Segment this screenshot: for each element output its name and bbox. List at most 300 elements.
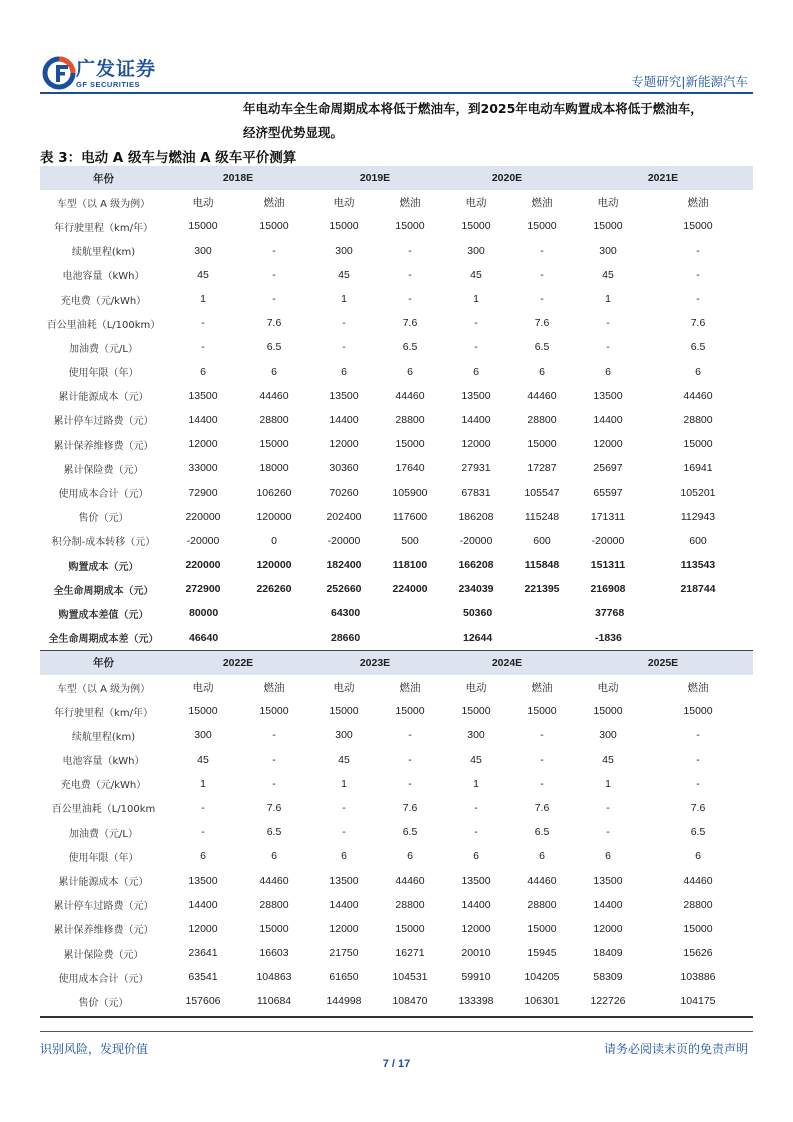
- table-cell: 67831: [461, 486, 491, 499]
- table-cell: 216908: [590, 583, 626, 596]
- row-label: 使用成本合计（元）: [58, 489, 149, 501]
- table-cell: 45: [470, 753, 482, 766]
- table-cell: 7.6: [266, 801, 282, 814]
- table-row: [40, 384, 753, 408]
- table-cell: 300: [599, 729, 617, 742]
- row-label: 累计能源成本（元）: [58, 392, 149, 404]
- table-cell: 14400: [461, 898, 491, 911]
- table-cell: 70260: [329, 486, 359, 499]
- table-cell: -: [408, 777, 412, 790]
- year-header-cell: 2019E: [309, 166, 441, 190]
- table-cell: 电动: [465, 681, 487, 694]
- table-cell: 12000: [329, 438, 359, 451]
- table-cell: 6: [605, 365, 611, 378]
- table-cell: -: [696, 777, 700, 790]
- table-cell: 15000: [683, 705, 713, 718]
- diff-cell: -1836: [573, 626, 753, 651]
- table-cell: 1: [605, 293, 611, 306]
- table-cell: -: [342, 801, 346, 814]
- row-label: 充电费（元/kWh）: [60, 780, 147, 792]
- table-cell: 72900: [188, 486, 218, 499]
- table-cell: 1: [200, 293, 206, 306]
- table-cell: 15000: [188, 705, 218, 718]
- row-label: 使用年限（年）: [68, 852, 139, 864]
- table-cell: 44460: [395, 874, 425, 887]
- table-cell: 220000: [185, 559, 221, 572]
- table-cell: -: [696, 753, 700, 766]
- table-cell: 13500: [461, 389, 491, 402]
- table-cell: 115848: [524, 559, 560, 572]
- row-label: 车型（以 A 级为例）: [56, 198, 151, 210]
- table-cell: 6: [539, 850, 545, 863]
- table-row: [40, 796, 753, 820]
- table-cell: 61650: [329, 971, 359, 984]
- table-row: [40, 408, 753, 432]
- table-cell: 12000: [461, 922, 491, 935]
- table-cell: 28800: [683, 413, 713, 426]
- table-row: [40, 699, 753, 723]
- table-cell: 27931: [461, 462, 491, 475]
- table-cell: 23641: [188, 947, 218, 960]
- table-cell: 燃油: [399, 681, 421, 694]
- table-cell: 15000: [461, 705, 491, 718]
- table-cell: 7.6: [266, 317, 282, 330]
- table-cell: 6: [271, 850, 277, 863]
- table-cell: 120000: [256, 510, 292, 523]
- table-row: [40, 529, 753, 553]
- table-row: [40, 989, 753, 1013]
- table-cell: -: [474, 801, 478, 814]
- table-cell: 600: [689, 534, 707, 547]
- diff-cell: 46640: [167, 626, 309, 651]
- table-cell: 15000: [395, 922, 425, 935]
- table-cell: 186208: [458, 510, 494, 523]
- table-cell: 燃油: [263, 196, 285, 209]
- table-cell: 14400: [188, 898, 218, 911]
- table-cell: 燃油: [531, 196, 553, 209]
- table-cell: -: [408, 753, 412, 766]
- table-cell: -: [272, 293, 276, 306]
- table-cell: 13500: [329, 874, 359, 887]
- table-cell: 电动: [192, 681, 214, 694]
- table-cell: 16941: [683, 462, 713, 475]
- table-row: [40, 263, 753, 287]
- row-label: 全生命周期成本（元）: [53, 585, 154, 597]
- row-label: 年行驶里程（km/年）: [54, 222, 153, 234]
- table-cell: 44460: [527, 874, 557, 887]
- price-parity-table: [40, 166, 753, 1014]
- table-cell: -: [474, 341, 478, 354]
- table-row: [40, 723, 753, 747]
- table-cell: 6: [605, 850, 611, 863]
- table-row: [40, 577, 753, 601]
- table-cell: 15000: [527, 922, 557, 935]
- table-cell: 电动: [333, 196, 355, 209]
- table-row: [40, 772, 753, 796]
- table-cell: 18000: [259, 462, 289, 475]
- table-cell: 15000: [461, 220, 491, 233]
- year-header-row: [40, 650, 753, 675]
- diff-row: [40, 626, 753, 651]
- table-cell: 6: [473, 365, 479, 378]
- table-cell: -: [540, 753, 544, 766]
- table-cell: 166208: [458, 559, 494, 572]
- table-cell: 燃油: [263, 681, 285, 694]
- table-cell: 300: [467, 244, 485, 257]
- table-row: [40, 505, 753, 529]
- table-cell: 252660: [326, 583, 362, 596]
- diff-cell: 12644: [441, 626, 573, 651]
- table-row: [40, 868, 753, 892]
- row-label: 电池容量（kWh）: [62, 271, 145, 283]
- table-cell: 15000: [527, 705, 557, 718]
- table-cell: 300: [335, 244, 353, 257]
- table-cell: -: [272, 753, 276, 766]
- table-cell: 6: [539, 365, 545, 378]
- table-cell: 13500: [593, 389, 623, 402]
- diff-cell: 28660: [309, 626, 441, 651]
- row-label: 加油费（元/L）: [69, 343, 138, 355]
- table-cell: 105201: [680, 486, 716, 499]
- diff-cell: 64300: [331, 607, 361, 620]
- table-cell: 120000: [256, 559, 292, 572]
- table-cell: -: [540, 729, 544, 742]
- table-cell: -: [408, 244, 412, 257]
- table-cell: 110684: [256, 995, 292, 1008]
- table-cell: -: [606, 826, 610, 839]
- table-cell: 15000: [329, 220, 359, 233]
- table-cell: -: [408, 293, 412, 306]
- table-cell: 15945: [527, 947, 557, 960]
- table-cell: 221395: [524, 583, 560, 596]
- table-cell: 14400: [461, 413, 491, 426]
- table-row: [40, 311, 753, 335]
- table-cell: 15000: [683, 922, 713, 935]
- table-cell: 14400: [329, 413, 359, 426]
- table-cell: 202400: [326, 510, 362, 523]
- table-cell: 1: [200, 777, 206, 790]
- table-cell: 151311: [590, 559, 626, 572]
- table-cell: -: [408, 729, 412, 742]
- table-cell: 108470: [392, 995, 428, 1008]
- table-cell: 6: [407, 850, 413, 863]
- row-label: 续航里程(km): [71, 247, 136, 259]
- table-cell: 105900: [392, 486, 428, 499]
- table-cell: 燃油: [687, 681, 709, 694]
- table-cell: -: [201, 317, 205, 330]
- table-cell: 28800: [259, 898, 289, 911]
- table-cell: -: [606, 801, 610, 814]
- row-label: 百公里油耗（L/100km: [51, 804, 156, 816]
- table-cell: 234039: [458, 583, 494, 596]
- table-cell: 1: [473, 293, 479, 306]
- intro-line-2: 经济型优势显现。: [243, 125, 344, 140]
- table-cell: 6: [341, 365, 347, 378]
- table-cell: 106260: [256, 486, 292, 499]
- table-cell: 15000: [683, 220, 713, 233]
- row-label: 购置成本（元）: [68, 561, 139, 573]
- table-row: [40, 965, 753, 989]
- table-row: [40, 893, 753, 917]
- row-label: 加油费（元/L）: [69, 828, 138, 840]
- table-cell: 16603: [259, 947, 289, 960]
- table-row: [40, 239, 753, 263]
- table-cell: 17640: [395, 462, 425, 475]
- table-cell: 18409: [593, 947, 623, 960]
- table-cell: 7.6: [534, 317, 550, 330]
- table-cell: 105547: [524, 486, 560, 499]
- table-cell: 28800: [683, 898, 713, 911]
- table-cell: 6: [271, 365, 277, 378]
- table-cell: 6.5: [534, 826, 550, 839]
- row-label: 使用成本合计（元）: [58, 973, 149, 985]
- table-cell: 7.6: [402, 317, 418, 330]
- table-row: [40, 287, 753, 311]
- table-cell: 15626: [683, 947, 713, 960]
- table-cell: 115248: [524, 510, 560, 523]
- table-cell: 157606: [185, 995, 221, 1008]
- report-category: 专题研究|新能源汽车: [631, 74, 748, 89]
- row-label: 电池容量（kWh）: [62, 756, 145, 768]
- diff-row-label: 购置成本差值（元）: [58, 609, 149, 621]
- table-row: [40, 335, 753, 359]
- table-cell: -: [540, 268, 544, 281]
- table-cell: 15000: [593, 705, 623, 718]
- table-cell: 106301: [524, 995, 560, 1008]
- table-cell: -: [540, 293, 544, 306]
- table-cell: -: [342, 341, 346, 354]
- table-title: 表 3：电动 A 级车与燃油 A 级车平价测算: [40, 150, 297, 166]
- diff-cell: 50360: [463, 607, 493, 620]
- table-cell: 15000: [395, 705, 425, 718]
- table-cell: 12000: [593, 438, 623, 451]
- table-cell: 122726: [590, 995, 626, 1008]
- table-cell: 1: [341, 293, 347, 306]
- table-cell: -: [696, 268, 700, 281]
- table-cell: 6.5: [266, 341, 282, 354]
- table-row: [40, 214, 753, 238]
- row-label: 累计保养维修费（元）: [53, 925, 154, 937]
- table-cell: 燃油: [687, 196, 709, 209]
- table-cell: -: [474, 826, 478, 839]
- table-cell: 63541: [188, 971, 218, 984]
- table-cell: 7.6: [534, 801, 550, 814]
- row-label: 充电费（元/kWh）: [60, 295, 147, 307]
- table-cell: 1: [341, 777, 347, 790]
- year-header-cell: 2024E: [441, 650, 573, 675]
- table-cell: 103886: [680, 971, 716, 984]
- table-cell: 44460: [259, 874, 289, 887]
- diff-cell: 37768: [595, 607, 625, 620]
- table-cell: 7.6: [690, 801, 706, 814]
- table-cell: 12000: [188, 922, 218, 935]
- table-cell: 电动: [597, 196, 619, 209]
- table-cell: 500: [401, 534, 419, 547]
- table-cell: 104863: [256, 971, 292, 984]
- table-cell: 14400: [329, 898, 359, 911]
- row-label: 续航里程(km): [71, 731, 136, 743]
- year-header-label: 年份: [40, 650, 167, 675]
- table-cell: 220000: [185, 510, 221, 523]
- table-cell: 13500: [593, 874, 623, 887]
- table-cell: 118100: [392, 559, 428, 572]
- row-label: 车型（以 A 级为例）: [56, 683, 151, 695]
- table-cell: 6.5: [690, 826, 706, 839]
- table-cell: 45: [338, 268, 350, 281]
- table-row: [40, 941, 753, 965]
- diff-cell: 80000: [189, 607, 219, 620]
- table-cell: 45: [602, 268, 614, 281]
- table-row: [40, 190, 753, 214]
- table-cell: 16271: [395, 947, 425, 960]
- table-cell: 燃油: [531, 681, 553, 694]
- table-cell: 44460: [683, 874, 713, 887]
- table-cell: 104531: [392, 971, 428, 984]
- table-cell: 14400: [593, 413, 623, 426]
- row-label: 累计停车过路费（元）: [53, 901, 154, 913]
- header-divider: [40, 92, 753, 94]
- table-bottom-rule: [40, 1016, 753, 1018]
- table-cell: -: [201, 341, 205, 354]
- table-cell: 6.5: [402, 341, 418, 354]
- row-label: 累计停车过路费（元）: [53, 416, 154, 428]
- table-cell: 12000: [188, 438, 218, 451]
- table-cell: 1: [473, 777, 479, 790]
- table-cell: 6: [200, 365, 206, 378]
- table-cell: 59910: [461, 971, 491, 984]
- row-label: 累计保险费（元）: [63, 949, 144, 961]
- footer-disclaimer: 请务必阅读末页的免责声明: [603, 1042, 748, 1056]
- table-row: [40, 820, 753, 844]
- table-cell: -: [474, 317, 478, 330]
- table-row: [40, 675, 753, 699]
- table-cell: 45: [470, 268, 482, 281]
- page-number: 7 / 17: [382, 1058, 411, 1070]
- table-row: [40, 456, 753, 480]
- table-cell: 65597: [593, 486, 623, 499]
- table-cell: 28800: [259, 413, 289, 426]
- table-cell: 6: [200, 850, 206, 863]
- table-cell: -: [606, 341, 610, 354]
- table-cell: 133398: [458, 995, 494, 1008]
- table-cell: -: [342, 317, 346, 330]
- table-cell: 15000: [259, 922, 289, 935]
- table-cell: -: [201, 801, 205, 814]
- row-label: 年行驶里程（km/年）: [54, 707, 153, 719]
- table-cell: 226260: [256, 583, 292, 596]
- intro-line-1: 年电动车全生命周期成本将低于燃油车，到2025年电动车购置成本将低于燃油车，: [243, 101, 703, 116]
- table-cell: 44460: [527, 389, 557, 402]
- table-cell: -: [606, 317, 610, 330]
- table-cell: 7.6: [690, 317, 706, 330]
- row-label: 使用年限（年）: [68, 368, 139, 380]
- diff-row-label: 全生命周期成本差（元）: [40, 626, 167, 651]
- table-body: [40, 166, 753, 1014]
- table-cell: 15000: [527, 438, 557, 451]
- table-cell: -: [408, 268, 412, 281]
- table-cell: 15000: [593, 220, 623, 233]
- table-cell: 15000: [259, 220, 289, 233]
- table-cell: 13500: [188, 874, 218, 887]
- table-cell: 45: [197, 268, 209, 281]
- table-cell: -: [342, 826, 346, 839]
- logo-text-en: GF SECURITIES: [76, 80, 141, 89]
- table-cell: 45: [338, 753, 350, 766]
- table-cell: 6.5: [534, 341, 550, 354]
- table-cell: 113543: [680, 559, 716, 572]
- table-cell: 电动: [465, 196, 487, 209]
- table-cell: 224000: [392, 583, 428, 596]
- table-cell: -: [272, 268, 276, 281]
- table-cell: 7.6: [402, 801, 418, 814]
- table-cell: 28800: [527, 413, 557, 426]
- table-cell: -: [272, 244, 276, 257]
- table-cell: 13500: [461, 874, 491, 887]
- year-header-cell: 2018E: [167, 166, 309, 190]
- table-cell: 44460: [683, 389, 713, 402]
- table-cell: 电动: [597, 681, 619, 694]
- table-cell: 300: [467, 729, 485, 742]
- table-cell: 45: [602, 753, 614, 766]
- table-cell: -: [540, 244, 544, 257]
- table-row: [40, 432, 753, 456]
- table-cell: 13500: [188, 389, 218, 402]
- table-cell: 1: [605, 777, 611, 790]
- table-cell: 182400: [326, 559, 362, 572]
- table-cell: 272900: [185, 583, 221, 596]
- table-row: [40, 748, 753, 772]
- table-cell: -20000: [327, 534, 361, 547]
- row-label: 售价（元）: [78, 997, 129, 1009]
- table-cell: -: [696, 293, 700, 306]
- table-cell: 15000: [527, 220, 557, 233]
- table-cell: 15000: [259, 705, 289, 718]
- table-cell: 6: [695, 365, 701, 378]
- year-header-cell: 2021E: [573, 166, 753, 190]
- table-cell: 144998: [326, 995, 362, 1008]
- table-cell: 171311: [590, 510, 626, 523]
- footer-divider: [40, 1031, 753, 1032]
- table-cell: 20010: [461, 947, 491, 960]
- table-cell: 45: [197, 753, 209, 766]
- table-cell: 44460: [259, 389, 289, 402]
- table-cell: 15000: [395, 220, 425, 233]
- table-cell: 6: [473, 850, 479, 863]
- table-cell: -20000: [186, 534, 220, 547]
- table-cell: 15000: [683, 438, 713, 451]
- table-cell: 104175: [680, 995, 716, 1008]
- logo-text-cn: 广发证券: [76, 58, 157, 80]
- year-header-cell: 2023E: [309, 650, 441, 675]
- table-cell: 28800: [527, 898, 557, 911]
- table-cell: -: [272, 777, 276, 790]
- table-cell: 15000: [329, 705, 359, 718]
- table-cell: 6: [341, 850, 347, 863]
- table-cell: 6.5: [402, 826, 418, 839]
- table-row: [40, 553, 753, 577]
- table-cell: 300: [599, 244, 617, 257]
- table-cell: 600: [533, 534, 551, 547]
- table-cell: 28800: [395, 898, 425, 911]
- intro-paragraph: [243, 97, 763, 145]
- table-cell: 44460: [395, 389, 425, 402]
- table-cell: -: [696, 729, 700, 742]
- table-cell: -: [696, 244, 700, 257]
- table-cell: 6: [695, 850, 701, 863]
- row-label: 累计能源成本（元）: [58, 877, 149, 889]
- table-cell: 30360: [329, 462, 359, 475]
- table-cell: -: [272, 729, 276, 742]
